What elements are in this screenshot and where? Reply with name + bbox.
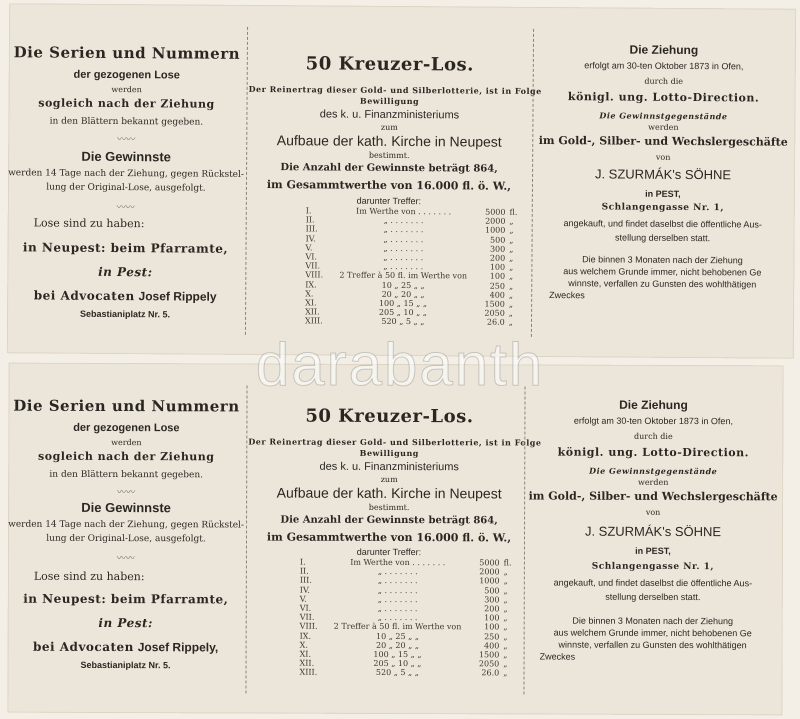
prize-value: 2050 [484, 308, 505, 318]
advocaten-line [7, 289, 243, 303]
prize-description: Im Werthe von . . . . . . . [356, 206, 452, 217]
lottery-ticket-2 [7, 363, 783, 716]
tilde-ornament: 〰〰 [117, 488, 136, 499]
prize-class: I. [305, 206, 312, 216]
prize-unit: „ [503, 659, 508, 669]
prize-value: 5000 [479, 558, 500, 568]
prize-class: VII. [305, 261, 321, 271]
prize-value: 26.0 [486, 318, 505, 328]
prize-value: 5000 [485, 207, 506, 217]
kirche-line: Aufbaue der kath. Kirche in Neupest [276, 132, 502, 150]
address-line: Sebastianiplatz Nr. 5. [80, 659, 171, 671]
prize-description: 520 „ 5 „ „ [381, 317, 425, 327]
serien-title: Die Serien und Nummern [13, 396, 240, 416]
prize-class: IX. [305, 279, 317, 290]
prize-value: 1000 [484, 225, 506, 236]
ziehung-title: Die Ziehung [619, 397, 688, 413]
serien-title: Die Serien und Nummern [13, 43, 241, 63]
monaten-line: Die binnen 3 Monaten nach der Ziehung [582, 254, 743, 266]
zum-line: zum [380, 474, 398, 485]
prize-class: XI. [305, 298, 317, 308]
ausstellung-line: stellung derselben statt. [605, 591, 701, 603]
lotto-direction: königl. ung. Lotto-Direction. [567, 90, 760, 105]
grunde-line: aus welchem Grunde immer, nicht behobenen Ge [553, 627, 752, 639]
prize-value: 500 [489, 235, 506, 245]
bestimmt-line: bestimmt. [368, 150, 410, 161]
prize-description: „ . . . . . . . [383, 252, 424, 263]
kreuzer-los-title: 50 Kreuzer-Los. [305, 405, 474, 428]
prize-class: VI. [299, 603, 312, 613]
anzahl-line: Die Anzahl der Gewinnste beträgt 864, [280, 514, 498, 527]
prize-description: „ . . . . . . . [383, 262, 424, 272]
ticket-middle-column [247, 5, 542, 357]
prize-unit: „ [503, 604, 508, 614]
prize-value: 300 [489, 244, 506, 254]
lotto-direction: königl. ung. Lotto-Direction. [557, 445, 749, 460]
prize-unit: „ [509, 235, 514, 245]
gegenstaende-line: Die Gewinnstgegenstände [589, 465, 718, 477]
prize-class: VI. [305, 252, 317, 262]
von-line: von [645, 507, 661, 517]
advocaten-label: bei Advocaten [32, 639, 134, 655]
prize-value: 100 [489, 262, 506, 272]
prize-value: 100 [484, 622, 500, 632]
prize-unit: „ [508, 308, 513, 319]
pest-line: in PEST, [645, 188, 681, 199]
schlangengasse-line: Schlangengasse Nr. 1, [591, 561, 715, 573]
advocate-name: Josef Rippely, [137, 640, 219, 655]
prize-description: 10 „ 25 „ „ [376, 631, 420, 641]
grunde-line: aus welchem Grunde immer, nicht behobenen Ge [563, 266, 762, 278]
monaten-line: Die binnen 3 Monaten nach der Ziehung [572, 615, 734, 627]
prize-unit: „ [503, 595, 508, 605]
bestimmt-line: bestimmt. [368, 502, 410, 513]
geschaefte-line: im Gold-, Silber- und Wechslergeschäfte [538, 133, 788, 149]
prize-description: 2 Treffer à 50 fl. im Werthe von [333, 622, 462, 632]
werden-line: werden [111, 84, 142, 95]
prize-value: 2000 [485, 216, 506, 226]
prize-unit: „ [509, 216, 514, 226]
lottery-ticket-1 [7, 3, 796, 358]
lose-line: der gezogenen Lose [73, 68, 180, 82]
prize-class: X. [299, 640, 308, 650]
prize-unit: „ [509, 244, 514, 254]
pest-line: in Pest: [98, 615, 153, 631]
prize-description: „ . . . . . . . [383, 216, 424, 226]
zweckes-line: Zweckes [539, 651, 576, 662]
prize-description: 100 „ 15 „ „ [373, 649, 422, 660]
prize-class: V. [305, 243, 313, 253]
prize-unit: „ [508, 318, 513, 328]
prize-unit: fl. [503, 558, 512, 568]
kirche-line: Aufbaue der kath. Kirche in Neupest [276, 484, 502, 502]
prize-class: III. [305, 224, 318, 234]
prize-description: „ . . . . . . . [383, 234, 424, 244]
prize-class: III. [299, 576, 312, 586]
prize-description: „ . . . . . . . [377, 603, 418, 614]
prize-class: II. [299, 566, 309, 576]
von-line: von [655, 152, 671, 162]
prize-unit: „ [503, 585, 508, 596]
ticket-left-column [7, 363, 244, 714]
prize-value: 1500 [484, 299, 505, 309]
tilde-ornament: 〰〰 [116, 554, 135, 565]
prize-description: „ . . . . . . . [377, 594, 418, 604]
bewilligung-line: Bewilligung [359, 95, 420, 107]
prize-description: Im Werthe von . . . . . . . [350, 557, 446, 568]
gesammtwerth-line: im Gesammtwerthe von 16.000 fl. ö. W., [266, 530, 512, 545]
gewinnste-text-1: werden 14 Tage nach der Ziehung, gegen Rückstel- [8, 519, 244, 531]
ticket-right-column [533, 7, 793, 359]
prize-value: 200 [489, 253, 506, 263]
pest-line: in Pest: [98, 264, 153, 280]
prize-unit: „ [508, 281, 514, 291]
prize-value: 100 [484, 613, 500, 623]
angekauft-line: angekauft, und findet daselbst die öffentliche Aus- [553, 577, 753, 589]
prize-unit: „ [503, 613, 508, 623]
blaettern-line: in den Blättern bekannt gegeben. [49, 116, 204, 128]
blaettern-line: in den Blättern bekannt gegeben. [49, 469, 204, 481]
prize-class: II. [305, 215, 315, 225]
pest-line: in PEST, [635, 545, 671, 556]
neupest-line: in Neupest: beim Pfarramte, [22, 240, 229, 256]
gewinnste-heading: Die Gewinnste [81, 148, 171, 165]
gegenstaende-line: Die Gewinnstgegenstände [599, 110, 728, 122]
prize-description: „ . . . . . . . [377, 567, 418, 577]
treffer-line: darunter Treffer: [356, 195, 422, 207]
prize-description: 10 „ 25 „ „ [381, 280, 425, 290]
prize-unit: „ [503, 567, 508, 577]
prize-table [303, 206, 526, 327]
schlangengasse-line: Schlangengasse Nr. 1, [601, 202, 725, 214]
zum-line: zum [380, 122, 398, 132]
prize-value: 250 [489, 281, 506, 291]
reinertrag-line: Der Reinertrag dieser Gold- und Silberlotterie, ist in Folge [248, 83, 542, 96]
prize-unit: „ [503, 622, 508, 632]
prize-description: 20 „ 20 „ „ [375, 640, 419, 650]
prize-class: XIII. [304, 316, 323, 326]
treffer-line: darunter Treffer: [356, 546, 422, 558]
tilde-ornament: 〰〰 [117, 135, 136, 146]
prize-description: 2 Treffer à 50 fl. im Werthe von [339, 270, 468, 281]
verfallen-line: winnste, verfallen zu Gunsten des wohlthätigen [558, 639, 747, 651]
szurmak-name: J. SZURMÁK's SÖHNE [584, 523, 722, 540]
prize-value: 2050 [478, 659, 500, 669]
prize-class: IV. [299, 585, 310, 595]
gesammtwerth-line: im Gesammtwerthe von 16.000 fl. ö. W., [266, 178, 512, 193]
durch-line: durch die [644, 76, 684, 86]
anzahl-line: Die Anzahl der Gewinnste beträgt 864, [280, 162, 498, 175]
prize-description: 205 „ 10 „ „ [378, 308, 428, 318]
reinertrag-line: Der Reinertrag dieser Gold- und Silberlotterie, ist in Folge [248, 436, 542, 448]
gewinnste-text-2: lung der Original-Lose, ausgefolgt. [46, 182, 206, 194]
prize-unit: „ [503, 576, 508, 586]
prize-description: „ . . . . . . . [383, 243, 424, 253]
prize-description: 520 „ 5 „ „ [375, 668, 419, 678]
sogleich-line: sogleich nach der Ziehung [38, 96, 215, 111]
prize-class: IV. [305, 233, 316, 244]
bewilligung-line: Bewilligung [359, 447, 419, 459]
prize-value: 300 [484, 595, 500, 605]
prize-row [298, 668, 520, 678]
kreuzer-los-title: 50 Kreuzer-Los. [305, 53, 474, 76]
prize-class: VII. [299, 612, 315, 622]
prize-row [303, 317, 525, 328]
prize-unit: „ [503, 632, 508, 642]
prize-class: XII. [299, 658, 315, 668]
prize-class: VIII. [305, 270, 324, 280]
advocate-name: Josef Rippely [138, 289, 217, 304]
prize-class: IX. [299, 631, 312, 641]
prize-unit: „ [509, 272, 514, 282]
geschaefte-line: im Gold-, Silber- und Wechslergeschäfte [528, 489, 778, 504]
szurmak-name: J. SZURMÁK's SÖHNE [594, 166, 732, 183]
gewinnste-heading: Die Gewinnste [81, 499, 171, 516]
ziehung-date: erfolgt am 30-ten Oktober 1873 in Ofen, [573, 415, 733, 427]
prize-class: V. [299, 594, 307, 604]
advocaten-line [8, 641, 244, 654]
prize-unit: „ [509, 226, 514, 236]
prize-description: 100 „ 15 „ „ [378, 298, 428, 309]
sogleich-line: sogleich nach der Ziehung [38, 449, 215, 464]
prize-unit: „ [503, 641, 508, 651]
tilde-ornament: 〰〰 [116, 203, 135, 214]
ministerium-line: des k. u. Finanzministeriums [319, 460, 459, 474]
durch-line: durch die [634, 431, 673, 441]
prize-unit: „ [508, 290, 514, 300]
gewinnste-text-1: werden 14 Tage nach der Ziehung, gegen Rückstel- [8, 168, 244, 180]
werden-line: werden [648, 122, 679, 132]
verfallen-line: winnste, verfallen zu Gunsten des wohlthätigen [568, 278, 757, 290]
ausstellung-line: stellung derselben statt. [615, 232, 711, 244]
watermark: darabanth [255, 331, 545, 398]
prize-unit: „ [503, 668, 508, 678]
advocaten-label: bei Advocaten [33, 288, 135, 304]
prize-unit: fl. [509, 207, 518, 217]
prize-class: VIII. [299, 622, 318, 632]
prize-value: 250 [484, 631, 500, 641]
prize-class: XII. [305, 307, 320, 317]
prize-class: I. [299, 557, 306, 567]
ticket-right-column [523, 364, 782, 715]
lose-line: der gezogenen Lose [73, 421, 180, 435]
ticket-left-column [7, 3, 245, 355]
prize-description: „ . . . . . . . [383, 225, 424, 235]
prize-unit: „ [509, 262, 514, 273]
prize-value: 1000 [479, 576, 500, 586]
werden-line: werden [637, 477, 669, 487]
gewinnste-text-2: lung der Original-Lose, ausgefolgt. [46, 533, 206, 545]
prize-value: 200 [484, 604, 500, 614]
ziehung-date: erfolgt am 30-ten Oktober 1873 in Ofen, [584, 60, 744, 72]
prize-description: 205 „ 10 „ „ [373, 659, 422, 669]
prize-class: X. [305, 289, 314, 299]
prize-description: „ . . . . . . . [377, 613, 418, 623]
lose-zu-haben: Lose sind zu haben: [33, 216, 145, 231]
prize-description: „ . . . . . . . [377, 585, 418, 595]
werden-line: werden [111, 438, 142, 448]
angekauft-line: angekauft, und findet daselbst die öffentliche Aus- [563, 218, 762, 230]
prize-description: „ . . . . . . . [377, 576, 418, 586]
prize-class: XIII. [299, 668, 318, 678]
prize-value: 26.0 [481, 668, 500, 678]
ziehung-title: Die Ziehung [629, 42, 699, 58]
neupest-line: in Neupest: beim Pfarramte, [23, 591, 229, 607]
prize-value: 500 [484, 585, 500, 595]
address-line: Sebastianiplatz Nr. 5. [80, 308, 171, 320]
prize-table [298, 558, 520, 678]
prize-unit: „ [508, 299, 514, 309]
prize-value: 1500 [478, 650, 500, 660]
zweckes-line: Zweckes [549, 290, 585, 301]
prize-unit: „ [509, 253, 514, 263]
ministerium-line: des k. u. Finanzministeriums [319, 108, 460, 122]
lose-zu-haben: Lose sind zu haben: [33, 569, 145, 584]
prize-description: 20 „ 20 „ „ [381, 289, 425, 299]
prize-unit: „ [503, 650, 508, 660]
prize-class: XI. [299, 649, 312, 659]
prize-value: 400 [489, 290, 505, 300]
prize-value: 400 [484, 641, 500, 651]
prize-value: 100 [489, 272, 506, 282]
prize-value: 2000 [479, 567, 500, 577]
